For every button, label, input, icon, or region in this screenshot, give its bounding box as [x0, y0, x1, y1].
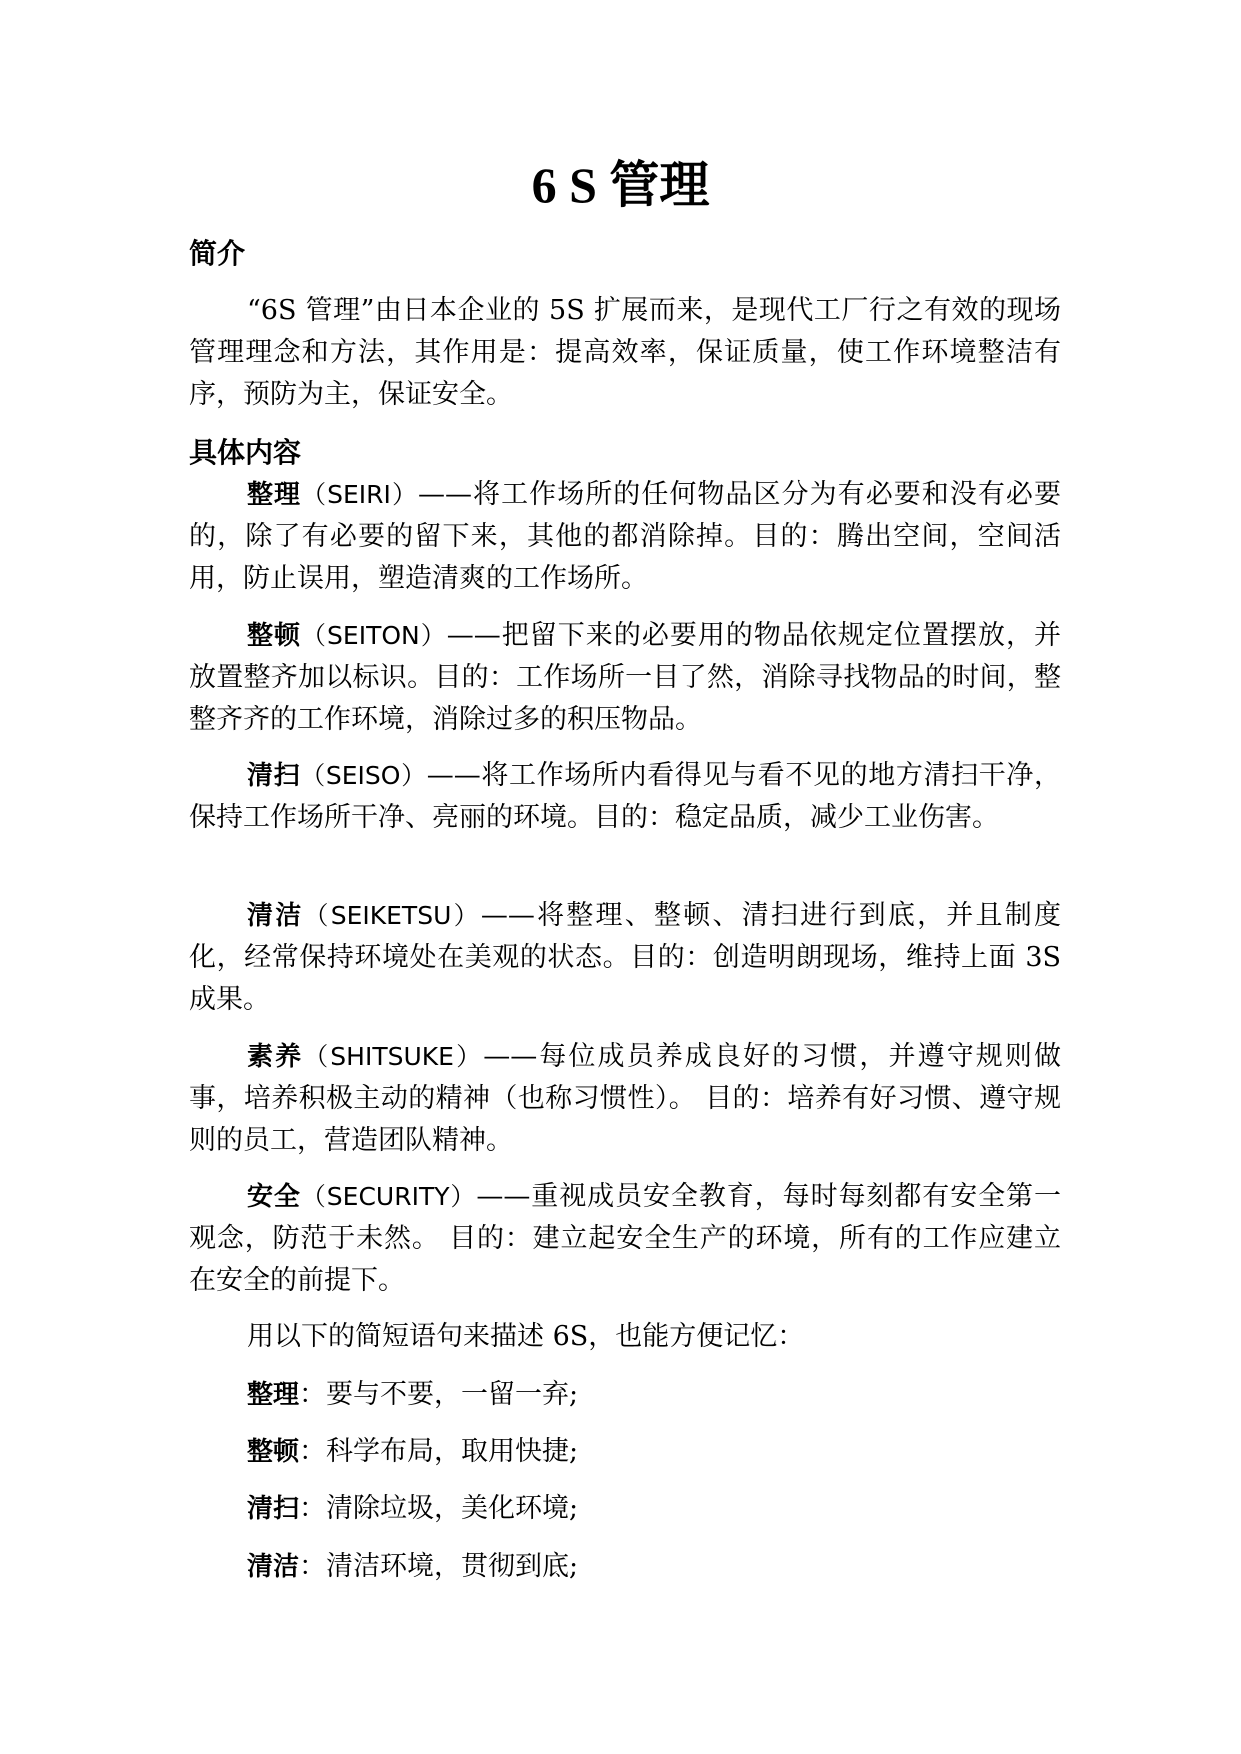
summary-text: ：清洁环境，贯彻到底;	[299, 1551, 579, 1582]
item-paragraph-seiton	[189, 615, 1061, 741]
summary-text: ：要与不要，一留一弃;	[299, 1379, 579, 1410]
item-term: 整理	[247, 480, 302, 510]
item-term: 清洁	[247, 901, 304, 931]
intro-heading: 简介	[189, 237, 246, 270]
item-term: 清扫	[247, 761, 301, 791]
item-paragraph-seiketsu	[189, 895, 1061, 1021]
item-term: 安全	[247, 1182, 301, 1212]
summary-line-seiton	[247, 1431, 578, 1473]
item-latin: （SEITON）	[301, 621, 447, 650]
item-term: 整顿	[247, 621, 302, 651]
item-latin: （SEIKETSU）	[303, 901, 481, 930]
intro-paragraph: “6S 管理”由日本企业的 5S 扩展而来，是现代工厂行之有效的现场管理理念和方法，其作用是：提高效率，保证质量，使工作环境整洁有序，预防为主，保证安全。	[189, 295, 1061, 410]
summary-line-seiri	[247, 1374, 578, 1416]
item-text: ——重视成员安全教育，每时每刻都有安全第一观念，防范于未然。 目的：建立起安全生产的环境，所有的工作应建立在安全的前提下。	[189, 1181, 1061, 1296]
content-heading: 具体内容	[189, 436, 302, 469]
summary-line-seiso	[247, 1488, 578, 1530]
item-latin: （SHITSUKE）	[303, 1042, 484, 1071]
item-latin: （SEISO）	[300, 761, 427, 790]
summary-text: ：科学布局，取用快捷;	[299, 1436, 579, 1467]
summary-text: ：清除垃圾，美化环境;	[299, 1493, 579, 1524]
item-paragraph-seiso	[189, 755, 1061, 839]
item-term: 素养	[247, 1042, 304, 1072]
summary-line-seiketsu	[247, 1546, 578, 1588]
item-paragraph-seiri	[189, 474, 1061, 600]
document-title: 6 S 管理	[531, 157, 710, 213]
item-text: ——每位成员养成良好的习惯，并遵守规则做事，培养积极主动的精神（也称习惯性）。 目的：培养有好习惯、遵守规则的员工，营造团队精神。	[189, 1041, 1061, 1156]
item-paragraph-security	[189, 1176, 1061, 1302]
summary-term: 整理	[247, 1380, 300, 1410]
item-paragraph-shitsuke	[189, 1036, 1061, 1162]
item-text: ——将整理、整顿、清扫进行到底，并且制度化，经常保持环境处在美观的状态。目的：创造明朗现场，维持上面 3S 成果。	[189, 900, 1062, 1015]
item-text: ——将工作场所的任何物品区分为有必要和没有必要的，除了有必要的留下来，其他的都消除掉。目的：腾出空间，空间活用，防止误用，塑造清爽的工作场所。	[189, 479, 1061, 594]
item-text: ——把留下来的必要用的物品依规定位置摆放，并放置整齐加以标识。目的：工作场所一目了然，消除寻找物品的时间，整整齐齐的工作环境，消除过多的积压物品。	[189, 620, 1061, 735]
item-latin: （SEIRI）	[301, 480, 419, 509]
item-latin: （SECURITY）	[300, 1182, 477, 1211]
item-text: ——将工作场所内看得见与看不见的地方清扫干净，保持工作场所干净、亮丽的环境。目的：稳定品质，减少工业伤害。	[189, 760, 1061, 833]
summary-term: 清洁	[247, 1552, 300, 1582]
summary-term: 清扫	[247, 1494, 300, 1524]
summary-term: 整顿	[247, 1437, 300, 1467]
summary-intro: 用以下的简短语句来描述 6S，也能方便记忆：	[247, 1321, 805, 1352]
